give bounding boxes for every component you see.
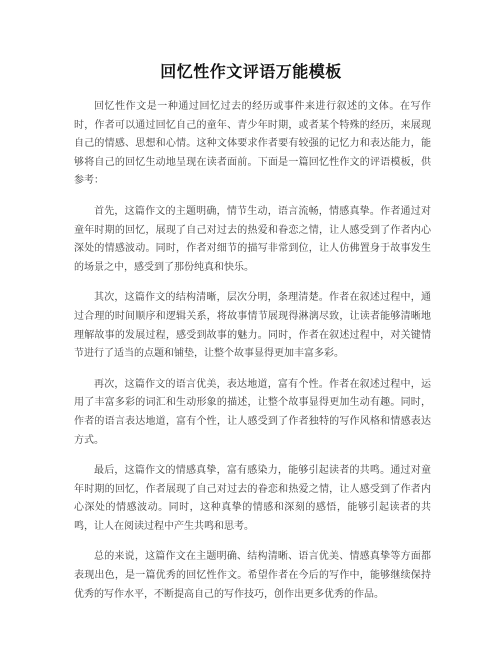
paragraph-first: 首先，这篇作文的主题明确，情节生动，语言流畅，情感真挚。作者通过对童年时期的回忆，展现了自己对过去的热爱和眷恋之情，让人感受到了作者内心深处的情感波动。同时，作者对细节的描写非常到位，让人仿佛置身于故事发生的场景之中，感受到了那份纯真和快乐。: [74, 205, 431, 273]
document-title: 回忆性作文评语万能模板: [160, 62, 342, 81]
paragraph-third: 再次，这篇作文的语言优美，表达地道，富有个性。作者在叙述过程中，运用了丰富多彩的词汇和生动形象的描述，让整个故事显得更加生动有趣。同时，作者的语言表达地道，富有个性，让人感受到了作者独特的写作风格和情感表达方式。: [74, 378, 431, 446]
paragraph-intro: 回忆性作文是一种通过回忆过去的经历或事件来进行叙述的文体。在写作时，作者可以通过回忆自己的童年、青少年时期，或者某个特殊的经历，来展现自己的情感、思想和心情。这种文体要求作者要有较强的记忆力和表达能力，能够将自己的回忆生动地呈现在读者面前。下面是一篇回忆性作文的评语模板，供参考：: [74, 101, 431, 187]
paragraph-conclusion: 总的来说，这篇作文在主题明确、结构清晰、语言优美、情感真挚等方面都表现出色，是一篇优秀的回忆性作文。希望作者在今后的写作中，能够继续保持优秀的写作水平，不断提高自己的写作技巧，创作出更多优秀的作品。: [74, 551, 431, 600]
paragraph-second: 其次，这篇作文的结构清晰，层次分明，条理清楚。作者在叙述过程中，通过合理的时间顺序和逻辑关系，将故事情节展现得淋漓尽致，让读者能够清晰地理解故事的发展过程，感受到故事的魅力。同时，作者在叙述过程中，对关键情节进行了适当的点题和铺垫，让整个故事显得更加丰富多彩。: [74, 292, 431, 360]
paragraph-fourth: 最后，这篇作文的情感真挚，富有感染力，能够引起读者的共鸣。通过对童年时期的回忆，作者展现了自己对过去的眷恋和热爱之情，让人感受到了作者内心深处的情感波动。同时，这种真挚的情感和深刻的感悟，能够引起读者的共鸣，让人在阅读过程中产生共鸣和思考。: [74, 465, 431, 532]
document-body: [74, 98, 431, 616]
